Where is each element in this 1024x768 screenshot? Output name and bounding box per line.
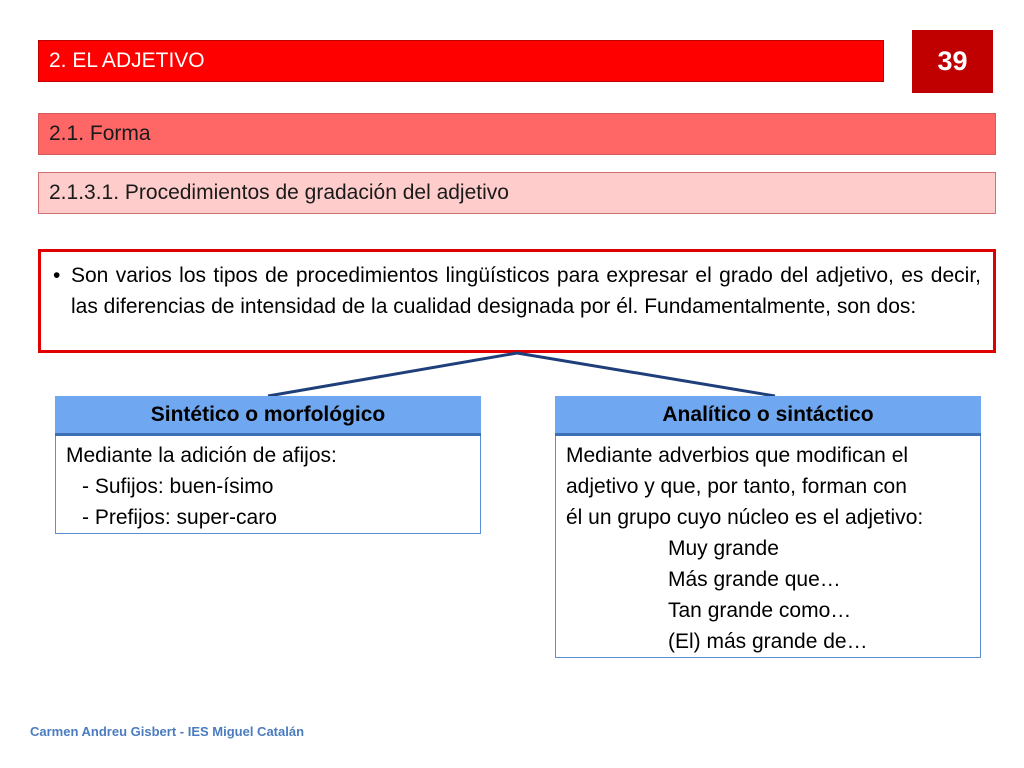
slide-title-bar: [38, 40, 884, 82]
analytic-line: adjetivo y que, por tanto, forman con: [566, 475, 907, 498]
footer-credit: Carmen Andreu Gisbert - IES Miguel Catalán: [30, 724, 305, 739]
analytic-example: Más grande que…: [668, 568, 841, 591]
synthetic-header: [55, 396, 481, 436]
synthetic-title: Sintético o morfológico: [150, 402, 386, 426]
analytic-title: Analítico o sintáctico: [662, 402, 874, 426]
page-number-badge: 39: [912, 30, 993, 93]
analytic-line: él un grupo cuyo núcleo es el adjetivo:: [566, 506, 924, 529]
branch-line-right: [517, 353, 775, 396]
analytic-example: (El) más grande de…: [668, 630, 868, 653]
intro-box: [38, 249, 996, 353]
synthetic-line: Mediante la adición de afijos:: [66, 444, 337, 467]
synthetic-line: - Sufijos: buen-ísimo: [82, 475, 274, 498]
branch-line-left: [268, 353, 517, 396]
intro-text: Son varios los tipos de procedimientos lingüísticos para expresar el grado del adjetivo, es decir, las diferencias de intensidad de la cualidad designada por él. Fundamentalmente, son dos:: [71, 264, 981, 318]
analytic-header: [555, 396, 981, 436]
bullet-icon: •: [53, 264, 61, 287]
analytic-example: Muy grande: [668, 537, 779, 560]
slide-title: 2. EL ADJETIVO: [49, 49, 205, 72]
synthetic-line: - Prefijos: super-caro: [82, 506, 277, 529]
subsection-heading: [38, 172, 996, 214]
analytic-line: Mediante adverbios que modifican el: [566, 444, 909, 467]
analytic-body: [555, 436, 981, 658]
analytic-example: Tan grande como…: [668, 599, 852, 622]
section-heading: [38, 113, 996, 155]
section-title: 2.1. Forma: [49, 122, 151, 145]
subsection-title: 2.1.3.1. Procedimientos de gradación del adjetivo: [49, 181, 509, 204]
synthetic-body: [55, 436, 481, 534]
